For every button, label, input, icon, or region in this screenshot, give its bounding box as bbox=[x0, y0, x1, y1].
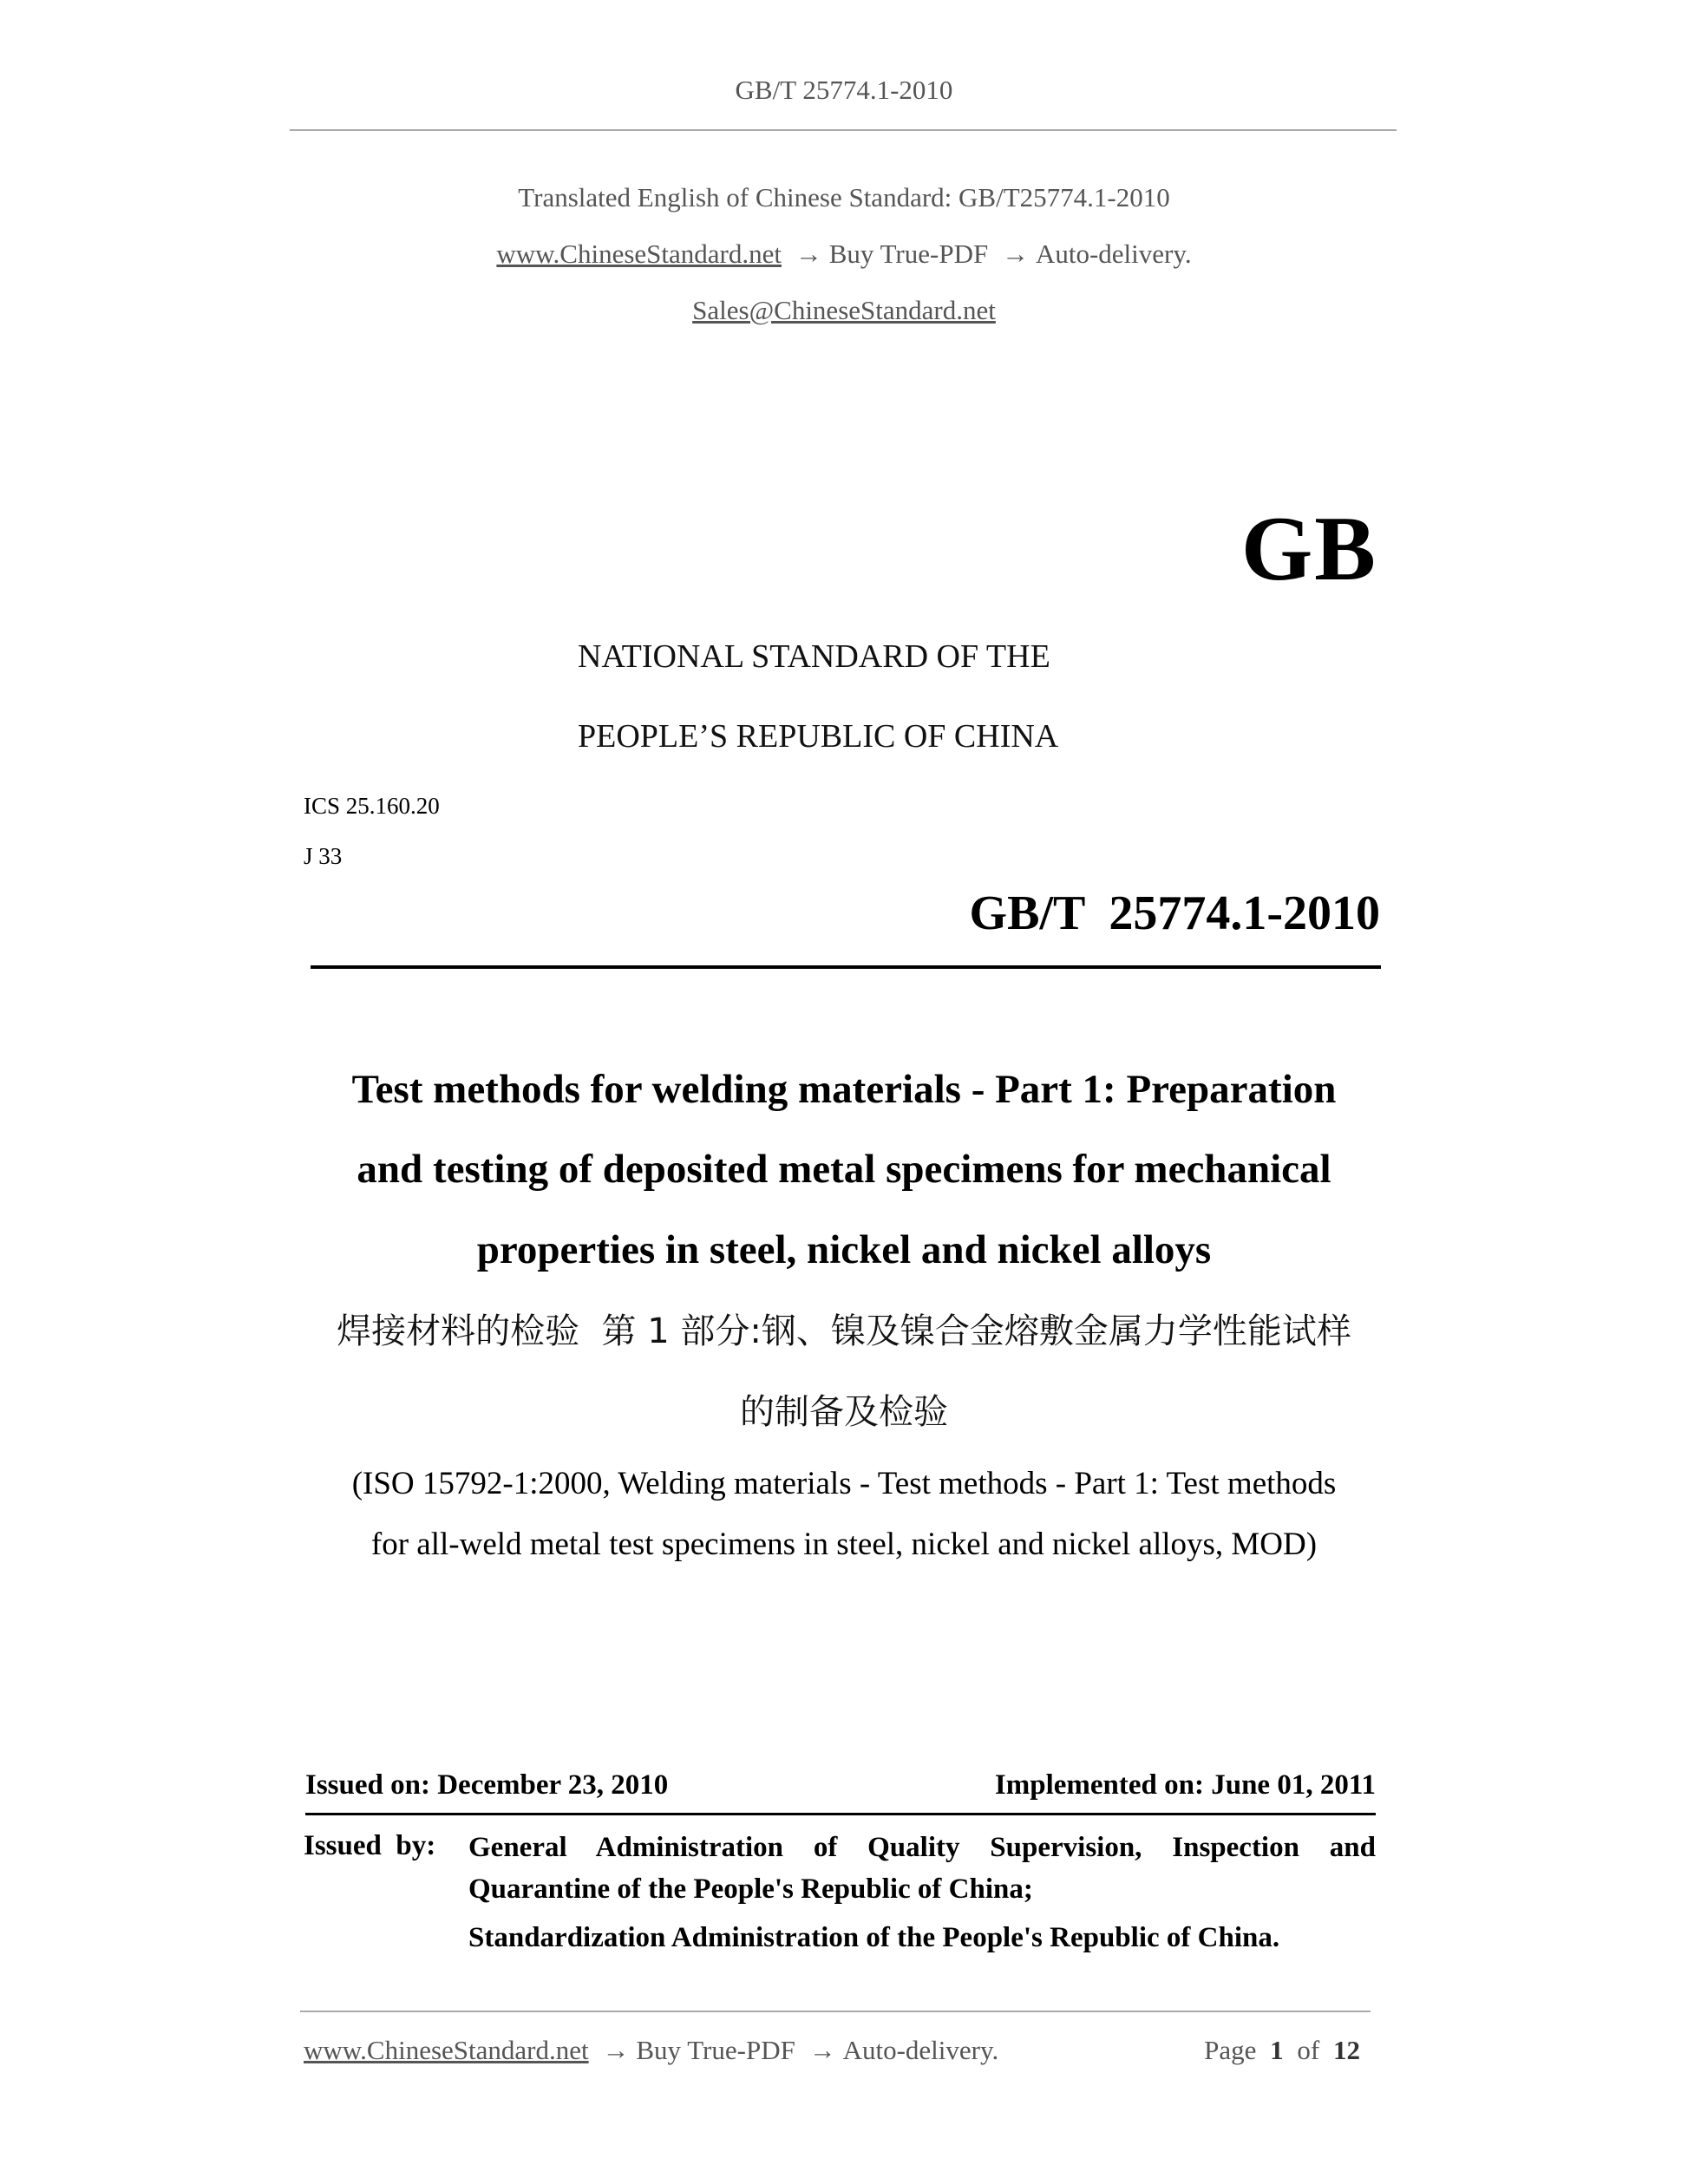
gb-mark: GB bbox=[1240, 498, 1377, 599]
sales-email-line bbox=[0, 295, 1688, 326]
purchase-notice bbox=[0, 239, 1688, 270]
ics-code: ICS 25.160.20 bbox=[304, 793, 440, 819]
chinese-title-line-1: 焊接材料的检验 第 1 部分:钢、镍及镍合金熔敷金属力学性能试样 bbox=[337, 1311, 1351, 1351]
issuer-2: Standardization Administration of the People's Republic of China. bbox=[468, 1922, 1280, 1953]
english-title-line-3: properties in steel, nickel and nickel alloys bbox=[476, 1227, 1212, 1272]
standard-number-text: GB/T 25774.1-2010 bbox=[969, 886, 1380, 940]
page-current: 1 bbox=[1270, 2035, 1284, 2065]
chinese-title-line-2: 的制备及检验 bbox=[740, 1392, 948, 1432]
ccs-code: J 33 bbox=[304, 843, 343, 869]
dates-rule bbox=[305, 1813, 1376, 1815]
footer-divider bbox=[300, 2011, 1371, 2012]
footer-site-link[interactable]: www.ChineseStandard.net bbox=[304, 2035, 589, 2065]
page-indicator bbox=[1204, 2035, 1367, 2066]
national-standard-line-2: PEOPLE’S REPUBLIC OF CHINA bbox=[578, 718, 1059, 755]
arrow-right-icon: → bbox=[1001, 239, 1029, 269]
buy-text: Buy True-PDF bbox=[828, 239, 989, 269]
national-standard-line-1: NATIONAL STANDARD OF THE bbox=[578, 638, 1050, 675]
page-total: 12 bbox=[1333, 2035, 1360, 2065]
standard-number bbox=[969, 886, 1380, 940]
english-title-line-1: Test methods for welding materials - Part 1: Preparation bbox=[351, 1067, 1337, 1112]
iso-reference-line-1: (ISO 15792-1:2000, Welding materials - Test methods - Part 1: Test methods bbox=[351, 1466, 1337, 1501]
footer-purchase-line bbox=[304, 2035, 998, 2066]
arrow-right-icon: → bbox=[602, 2035, 630, 2065]
implemented-on-date: Implemented on: June 01, 2011 bbox=[994, 1769, 1376, 1801]
issued-by-label: Issued by: bbox=[304, 1830, 436, 1861]
issuer-1: General Administration of Quality Supervision, Inspection and Quarantine of the People's Republic of China; bbox=[468, 1832, 1376, 1905]
auto-delivery-text: Auto-delivery. bbox=[1035, 239, 1192, 269]
page-label: Page bbox=[1204, 2035, 1257, 2065]
footer-buy-text: Buy True-PDF bbox=[636, 2035, 795, 2065]
header-divider bbox=[290, 129, 1397, 131]
standard-number-rule bbox=[311, 965, 1381, 969]
arrow-right-icon: → bbox=[795, 239, 822, 269]
issued-on-date: Issued on: December 23, 2010 bbox=[305, 1769, 669, 1801]
page-of: of bbox=[1297, 2035, 1320, 2065]
footer-auto-delivery-text: Auto-delivery. bbox=[842, 2035, 999, 2065]
translation-notice: Translated English of Chinese Standard: GB/T25774.1-2010 bbox=[518, 182, 1170, 213]
running-header: GB/T 25774.1-2010 bbox=[735, 75, 953, 105]
arrow-right-icon: → bbox=[808, 2035, 836, 2065]
sales-email-link[interactable]: Sales@ChineseStandard.net bbox=[692, 295, 996, 325]
english-title-line-2: and testing of deposited metal specimens for mechanical bbox=[357, 1147, 1331, 1192]
iso-reference-line-2: for all-weld metal test specimens in steel, nickel and nickel alloys, MOD) bbox=[370, 1527, 1318, 1562]
site-link[interactable]: www.ChineseStandard.net bbox=[496, 239, 782, 269]
